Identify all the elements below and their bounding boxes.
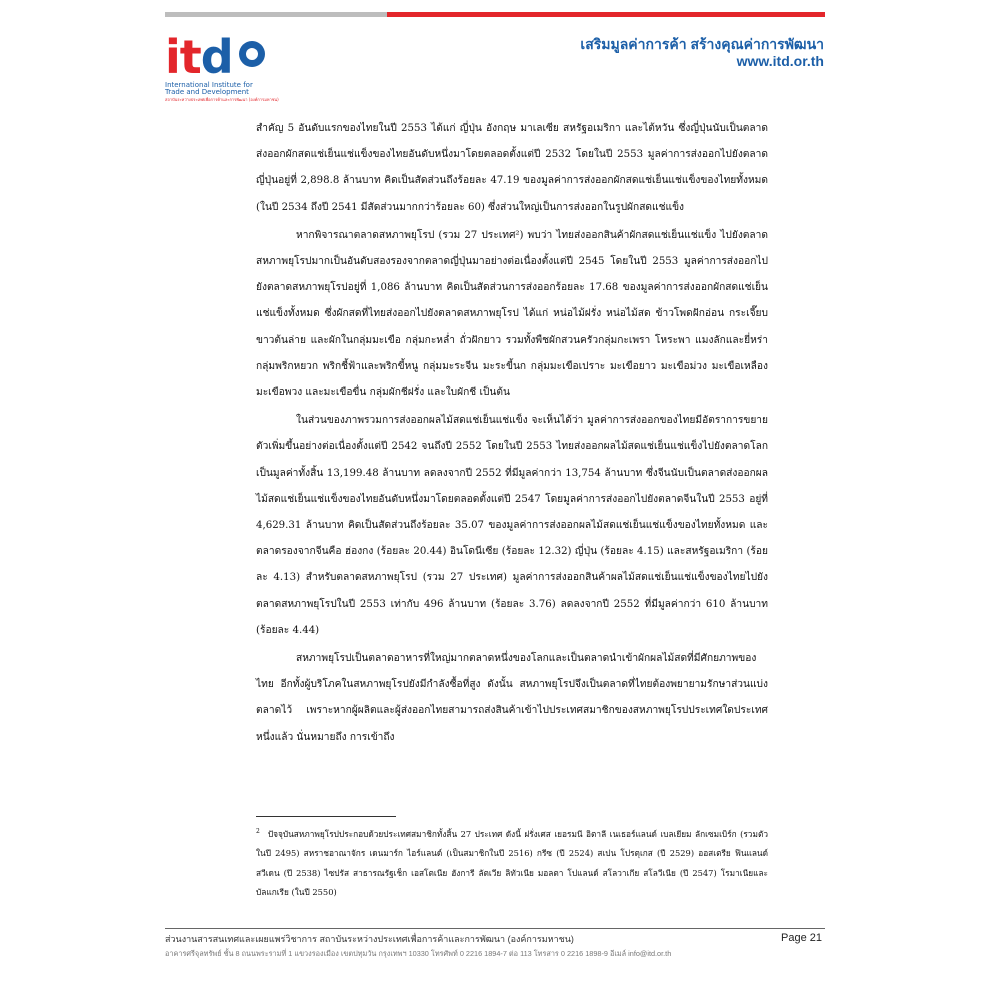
body-paragraph-4: สหภาพยุโรปเป็นตลาดอาหารที่ใหญ่มากตลาดหนึ่งของโลกและเป็นตลาดนำเข้าผักผลไม้สดที่มีศักยภาพของไทย อีกทั้งผู้บริโภคในสหภาพยุโรปยังมีกำลังซื้อที่สูง ดังนั้น สหภาพยุโรปจึงเป็นตลาดที่ไทยต้องพยายามรักษาส่วนแบ่งตลาดไว้ เพราะหากผู้ผลิตและผู้ส่งออกไทยสามารถส่งสินค้าเข้าไปประเทศสมาชิกของสหภาพยุโรปประเทศใดประเทศหนึ่งแล้ว นั่นหมายถึง การเข้าถึง: [256, 653, 768, 743]
footer-organization: ส่วนงานสารสนเทศและเผยแพร่วิชาการ สถาบันระหว่างประเทศเพื่อการค้าและการพัฒนา (องค์การมหาชน): [165, 934, 574, 944]
logo-wordmark-accent: d: [200, 30, 233, 84]
logo-subtitle-line2: Trade and Development: [165, 88, 249, 96]
logo-wordmark: [165, 30, 233, 84]
header-tagline: เสริมมูลค่าการค้า สร้างคุณค่าการพัฒนา: [580, 36, 824, 52]
header-color-bar: [165, 12, 825, 17]
header-bar-red-segment: [387, 12, 825, 17]
itd-logo: [165, 30, 295, 102]
logo-subtitle-line1: International Institute for: [165, 81, 253, 89]
footer-contact: อาคารศรีจุลทรัพย์ ชั้น 8 ถนนพระรามที่ 1 แขวงรองเมือง เขตปทุมวัน กรุงเทพฯ 10330 โทรศัพท์ 0 2216 1894-7 ต่อ 113 โทรสาร 0 2216 1898-9 อีเมล์ info@itd.or.th: [165, 949, 672, 958]
body-paragraph-2: หากพิจารณาตลาดสหภาพยุโรป (รวม 27 ประเทศ²) พบว่า ไทยส่งออกสินค้าผักสดแช่เย็นแช่แข็ง ไปยังตลาดสหภาพยุโรปมากเป็นอันดับสองรองจากตลาดญี่ปุ่นมาอย่างต่อเนื่องตั้งแต่ปี 2545 โดยในปี 2553 มูลค่าการส่งออกไปยังตลาดสหภาพยุโรปอยู่ที่ 1,086 ล้านบาท คิดเป็นสัดส่วนการส่งออกร้อยละ 17.68 ของมูลค่าการส่งออกผักสดแช่เย็นแช่แข็งทั้งหมด ซึ่งผักสดที่ไทยส่งออกไปยังตลาดสหภาพยุโรป ได้แก่ หน่อไม้ฝรั่ง หน่อไม้สด ข้าวโพดฝักอ่อน กระเจี๊ยบขาวต้นล่าย และผักในกลุ่มมะเขือ กลุ่มกะหล่ำ ถั่วฝักยาว รวมทั้งพืชผักสวนครัวกลุ่มกะเพรา โหระพา แมงลักและยี่หร่า กลุ่มพริกหยวก พริกชี้ฟ้าและพริกขี้หนู กลุ่มมะระจีน มะระขี้นก กลุ่มมะเขือเปราะ มะเขือยาว มะเขือม่วง มะเขือเหลือง มะเขือพวง และมะเขือขื่น กลุ่มผักชีฝรั่ง และใบผักชี เป็นต้น: [256, 229, 768, 399]
logo-subtitle-line3: สถาบันระหว่างประเทศเพื่อการค้าและการพัฒนา (องค์การมหาชน): [165, 97, 279, 102]
body-paragraph-1: สำคัญ 5 อันดับแรกของไทยในปี 2553 ได้แก่ ญี่ปุ่น อังกฤษ มาเลเซีย สหรัฐอเมริกา และไต้หวัน ซึ่งญี่ปุ่นนับเป็นตลาดส่งออกผักสดแช่เย็นแช่แข็งของไทยอันดับหนึ่งมาโดยตลอดตั้งแต่ปี 2532 โดยในปี 2553 มูลค่าการส่งออกไปยังตลาดญี่ปุ่นอยู่ที่ 2,898.8 ล้านบาท คิดเป็นสัดส่วนถึงร้อยละ 47.19 ของมูลค่าการส่งออกผักสดแช่เย็นแช่แข็งของไทยทั้งหมด (ในปี 2534 ถึงปี 2541 มีสัดส่วนมากกว่าร้อยละ 60) ซึ่งส่วนใหญ่เป็นการส่งออกในรูปผักสดแช่แข็ง: [256, 123, 768, 213]
header-right: [580, 36, 824, 70]
logo-globe-icon: [239, 41, 265, 67]
footnote: [256, 822, 768, 903]
header-bar-gray-segment: [165, 12, 387, 17]
logo-wordmark-main: it: [165, 30, 201, 84]
footnote-marker: 2: [256, 828, 260, 835]
document-body: [256, 116, 768, 753]
footnote-text: ปัจจุบันสหภาพยุโรปประกอบด้วยประเทศสมาชิกทั้งสิ้น 27 ประเทศ ดังนี้ ฝรั่งเศส เยอรมนี อิตาลี เนเธอร์แลนด์ เบลเยียม ลักเซมเบิร์ก (รวมตัวในปี 2495) สหราชอาณาจักร เดนมาร์ก ไอร์แลนด์ (เป็นสมาชิกในปี 2516) กรีซ (ปี 2524) สเปน โปรตุเกส (ปี 2529) ออสเตรีย ฟินแลนด์ สวีเดน (ปี 2538) ไซปรัส สาธารณรัฐเช็ก เอสโตเนีย ฮังการี ลัตเวีย ลิทัวเนีย มอลตา โปแลนด์ สโลวาเกีย สโลวีเนีย (ปี 2547) โรมาเนียและบัลแกเรีย (ในปี 2550): [256, 828, 768, 898]
footer-divider: [165, 928, 825, 929]
page-number: Page 21: [781, 932, 822, 944]
footnote-divider: [256, 816, 396, 817]
body-paragraph-3: ในส่วนของภาพรวมการส่งออกผลไม้สดแช่เย็นแช่แข็ง จะเห็นได้ว่า มูลค่าการส่งออกของไทยมีอัตราการขยายตัวเพิ่มขึ้นอย่างต่อเนื่องตั้งแต่ปี 2542 จนถึงปี 2552 โดยในปี 2553 ไทยส่งออกผลไม้สดแช่เย็นแช่แข็งไปยังตลาดโลกเป็นมูลค่าทั้งสิ้น 13,199.48 ล้านบาท ลดลงจากปี 2552 ที่มีมูลค่ากว่า 13,754 ล้านบาท ซึ่งจีนนับเป็นตลาดส่งออกผลไม้สดแช่เย็นแช่แข็งของไทยอันดับหนึ่งมาโดยตลอดตั้งแต่ปี 2547 โดยมูลค่าการส่งออกไปยังตลาดจีนในปี 2553 อยู่ที่ 4,629.31 ล้านบาท คิดเป็นสัดส่วนถึงร้อยละ 35.07 ของมูลค่าการส่งออกผลไม้สดแช่เย็นแช่แข็งของไทยทั้งหมด และตลาดรองจากจีนคือ ฮ่องกง (ร้อยละ 20.44) อินโดนีเซีย (ร้อยละ 12.32) ญี่ปุ่น (ร้อยละ 4.15) และสหรัฐอเมริกา (ร้อยละ 4.13) สำหรับตลาดสหภาพยุโรป (รวม 27 ประเทศ) มูลค่าการส่งออกสินค้าผลไม้สดแช่เย็นแช่แข็งของไทยไปยังตลาดสหภาพยุโรปในปี 2553 เท่ากับ 496 ล้านบาท (ร้อยละ 3.76) ลดลงจากปี 2552 ที่มีมูลค่ากว่า 610 ล้านบาท (ร้อยละ 4.44): [256, 415, 768, 636]
header-website: www.itd.or.th: [736, 53, 824, 69]
